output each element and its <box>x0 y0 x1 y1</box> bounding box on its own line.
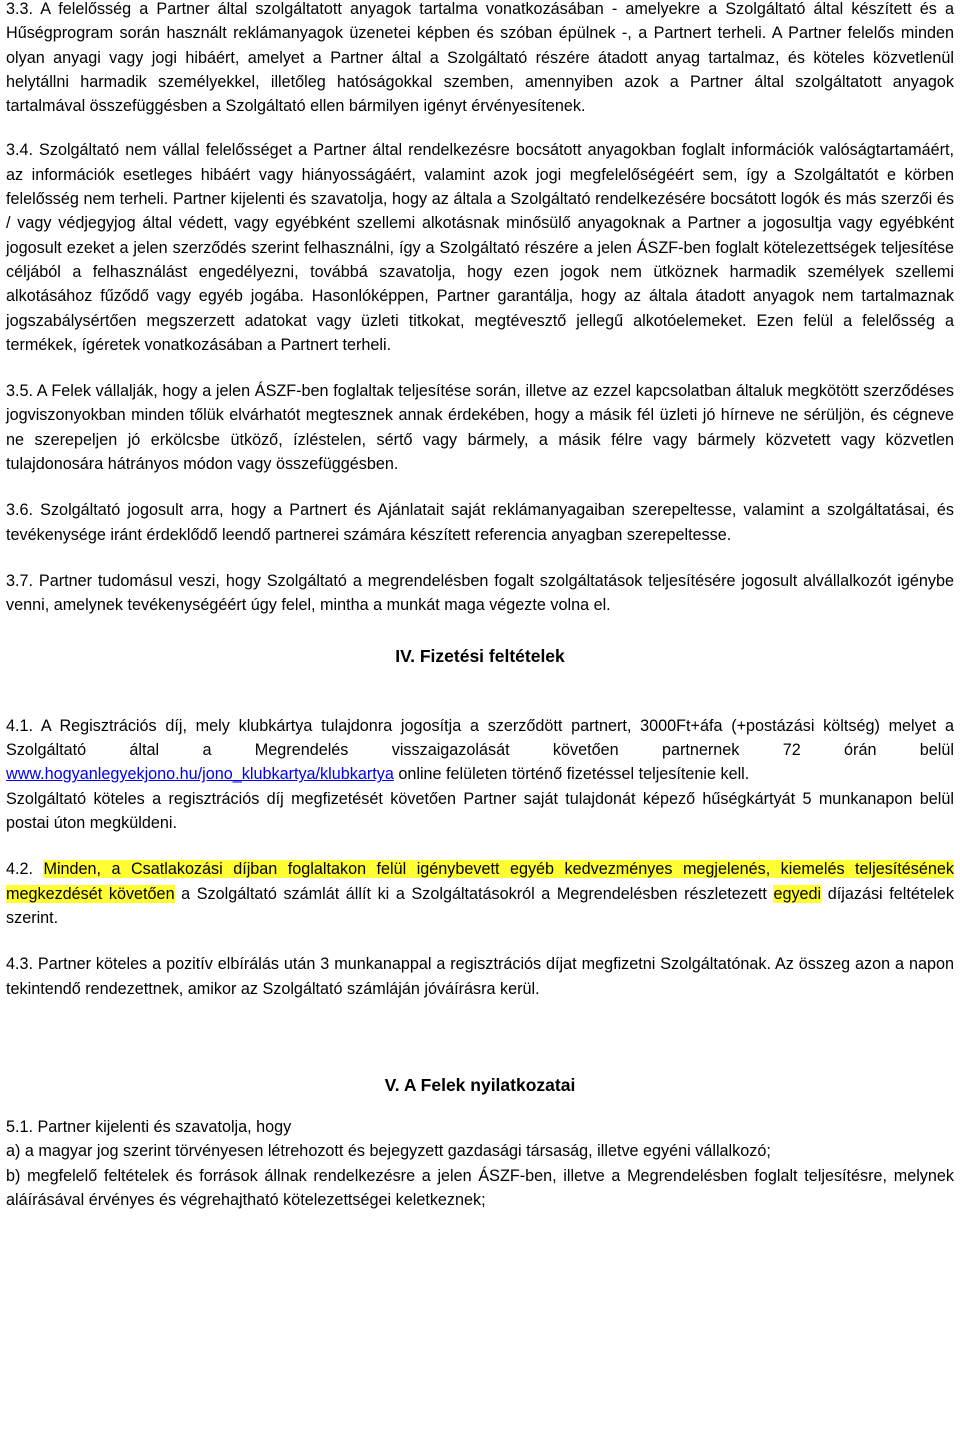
paragraph-4-1-text-end: online felületen történő fizetéssel teljesítenie kell. <box>393 765 750 784</box>
paragraph-3-7: 3.7. Partner tudomásul veszi, hogy Szolgáltató a megrendelésben fogalt szolgáltatások teljesítésére jogosult alvállalkozót igénybe venni, amelynek tevékenységéért úgy felel, mintha a munkát maga végezte volna el. <box>6 571 954 615</box>
paragraph-3-5: 3.5. A Felek vállalják, hogy a jelen ÁSZF-ben foglaltak teljesítése során, illetve az ezzel kapcsolatban általuk megkötött szerződéses jogviszonyokban minden tőlük elvárhatót megtesznek annak érdekében, hogy a másik fél üzleti jó hírneve ne sérüljön, és cégneve ne szerepeljen jó erkölcsbe ütköző, ízléstelen, sértő vagy bármely, a másik félre vagy bármely közvetett vagy közvetlen tulajdonosára hátrányos módon vagy összefüggésben. <box>6 382 954 474</box>
paragraph-4-2-number: 4.2. <box>6 860 44 879</box>
section-heading-iv: IV. Fizetési feltételek <box>395 645 565 666</box>
list-item-a: a) a magyar jog szerint törvényesen létrehozott és bejegyzett gazdasági társaság, illetve egyéni vállalkozó; <box>6 1142 771 1161</box>
highlighted-text: Minden, a Csatlakozási díjban foglaltakon felül igénybevett egyéb kedvezményes megjelenés, kiemelés teljesítésének megkezdését követően <box>6 860 955 903</box>
paragraph-3-6: 3.6. Szolgáltató jogosult arra, hogy a Partnert és Ajánlatait saját reklámanyagaiban szerepeltesse, valamint a szolgáltatásai, és tevékenysége iránt érdeklődő leendő partnerei számára készített referencia anyagban szerepeltesse. <box>6 501 954 544</box>
highlighted-word: egyedi <box>773 884 822 903</box>
paragraph-4-1-continued: Szolgáltató köteles a regisztrációs díj megfizetését követően Partner saját tulajdonát képező hűségkártyát 5 munkanapon belül postai úton megküldeni. <box>6 789 954 833</box>
paragraph-4-1 <box>6 714 954 787</box>
paragraph-4-2-text: a Szolgáltató számlát állít ki a Szolgáltatásokról a Megrendelésben részletezett <box>174 884 774 903</box>
paragraph-3-4: 3.4. Szolgáltató nem vállal felelősséget a Partner által rendelkezésre bocsátott anyagokban foglalt információk valóságtartamáért, az információk esetleges hibáért vagy hiányosságáért, valamint azok jogi megfelelőségéért sem, így a Szolgáltatót e körben felelősség nem terheli. Partner kijelenti és szavatolja, hogy az általa a Szolgáltató rendelkezésére bocsátott logók és más szerzői és / vagy védjegyjog által védett, vagy egyébként szellemi alkotásnak minősülő anyagoknak a Partner a jogosultja vagy egyébként jogosult ezeket a jelen szerződés szerint felhasználni, így a Szolgáltató részére a jelen ÁSZF-ben foglalt kötelezettségek teljesítése céljából a felhasználást engedélyezni, továbbá szavatolja, hogy ezen jogok nem ütköznek harmadik személyek szellemi alkotásához fűződő vagy egyéb jogába. Hasonlóképpen, Partner garantálja, hogy az általa átadott anyagok nem tartalmaznak jogszabálysértően megszerzett adatokat vagy üzleti titkokat, megtévesztő jellegű alkotóelemeket. Ezen felül a felelősség a termékek, ígéretek vonatkozásában a Partnert terheli. <box>6 141 954 354</box>
paragraph-4-2 <box>6 857 954 930</box>
paragraph-4-1-text: 4.1. A Regisztrációs díj, mely klubkártya tulajdonra jogosítja a szerződött partnert, 3000Ft+áfa (+postázási költség) melyet a Szolgáltató által a Megrendelés visszaigazolását követően partnernek 72 órán belül <box>6 716 954 760</box>
section-heading-v: V. A Felek nyilatkozatai <box>384 1074 576 1095</box>
paragraph-3-3: 3.3. A felelősség a Partner által szolgáltatott anyagok tartalma vonatkozásában - amelyekre a Szolgáltató által készített és a Hűségprogram során használt reklámanyagok üzenetei képben és szóban épülnek -, a Partnert terheli. A Partner felelős minden olyan anyagi vagy jogi hibáért, amelyet a Partner által a Szolgáltató részére átadott anyag tartalmaz, és köteles közvetlenül helytállni harmadik személyekkel, illetőleg hatóságokkal szemben, amennyiben azok a Partner által szolgáltatott anyagok tartalmával összefüggésben a Szolgáltató ellen bármilyen igényt érvényesítenek. <box>6 0 954 116</box>
paragraph-4-2-text-end: díjazási feltételek szerint. <box>6 884 955 927</box>
list-item-b: b) megfelelő feltételek és források állnak rendelkezésre a jelen ÁSZF-ben, illetve a Megrendelésben foglalt teljesítésre, melynek aláírásával érvényes és végrehajtható kötelezettségei keletkeznek; <box>6 1166 954 1209</box>
klubkartya-link[interactable]: www.hogyanlegyekjono.hu/jono_klubkartya/klubkartya <box>6 765 394 784</box>
paragraph-4-3: 4.3. Partner köteles a pozitív elbírálás után 3 munkanappal a regisztrációs díjat megfizetni Szolgáltatónak. Az összeg azon a napon tekintendő rendezettnek, amikor az Szolgáltató számláján jóváírásra kerül. <box>6 955 954 998</box>
paragraph-5-1-intro: 5.1. Partner kijelenti és szavatolja, hogy <box>6 1118 292 1137</box>
